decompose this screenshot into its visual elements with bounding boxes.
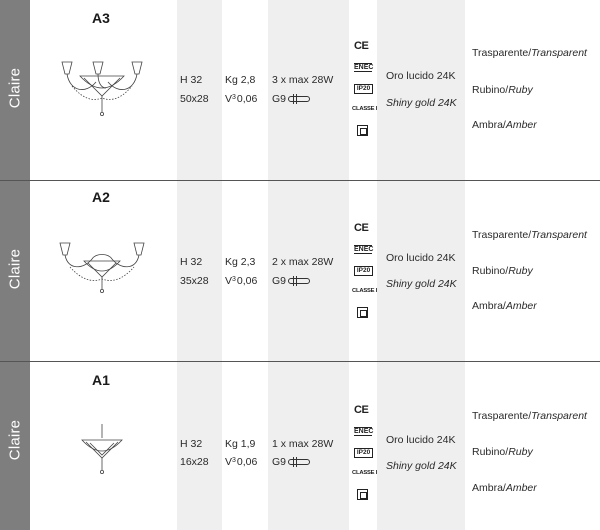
family-label: Claire	[6, 67, 24, 109]
finish-column-shade	[377, 0, 465, 181]
weight-value: Kg 2,8	[225, 74, 256, 86]
socket-value: G9	[272, 93, 310, 105]
power-value: 3 x max 28W	[272, 74, 334, 86]
volume-value: $V^30,06$	[225, 456, 258, 468]
weight-value: Kg 1,9	[225, 438, 256, 450]
color-transparent: Trasparente/Transparent	[472, 229, 587, 241]
color-ruby: Rubino/Ruby	[472, 446, 533, 458]
g9-bulb-icon	[288, 278, 310, 284]
color-amber: Ambra/Amber	[472, 300, 537, 312]
family-label: Claire	[6, 248, 24, 290]
height-value: H 32	[180, 74, 203, 86]
volume-value: $V^30,06$	[225, 93, 258, 105]
size-value: 35x28	[180, 275, 209, 287]
finish-italian: Oro lucido 24K	[386, 434, 456, 446]
class-rating: CLASSE I	[352, 470, 378, 476]
size-value: 50x28	[180, 93, 209, 105]
family-sidebar	[0, 181, 30, 362]
enec-mark: ENEC	[354, 246, 374, 253]
product-code: A2	[92, 189, 110, 205]
socket-value: G9	[272, 275, 310, 287]
family-label: Claire	[6, 419, 24, 461]
dimensions-column-shade	[177, 181, 222, 362]
ip-rating: IP20	[354, 448, 373, 458]
ip-rating: IP20	[354, 84, 373, 94]
color-amber: Ambra/Amber	[472, 119, 537, 131]
finish-italian: Oro lucido 24K	[386, 252, 456, 264]
double-square-icon	[357, 307, 368, 318]
product-section-a3	[0, 0, 600, 181]
size-value: 16x28	[180, 456, 209, 468]
power-column-shade	[268, 181, 349, 362]
product-code: A3	[92, 10, 110, 26]
color-ruby: Rubino/Ruby	[472, 84, 533, 96]
color-amber: Ambra/Amber	[472, 482, 537, 494]
dimensions-column-shade	[177, 0, 222, 181]
class-rating: CLASSE I	[352, 106, 378, 112]
height-value: H 32	[180, 438, 203, 450]
family-sidebar	[0, 362, 30, 530]
power-value: 1 x max 28W	[272, 438, 334, 450]
height-value: H 32	[180, 256, 203, 268]
double-square-icon	[357, 489, 368, 500]
ce-mark: CE	[354, 40, 369, 52]
product-section-a2	[0, 181, 600, 362]
finish-english: Shiny gold 24K	[386, 460, 457, 472]
ce-mark: CE	[354, 404, 369, 416]
volume-value: $V^30,06$	[225, 275, 258, 287]
enec-mark: ENEC	[354, 64, 374, 71]
weight-value: Kg 2,3	[225, 256, 256, 268]
finish-english: Shiny gold 24K	[386, 278, 457, 290]
family-sidebar	[0, 0, 30, 181]
power-column-shade	[268, 0, 349, 181]
product-code: A1	[92, 372, 110, 388]
g9-bulb-icon	[288, 459, 310, 465]
g9-bulb-icon	[288, 96, 310, 102]
three-arm-wall-lamp-icon	[52, 52, 152, 122]
product-section-a1	[0, 362, 600, 530]
finish-english: Shiny gold 24K	[386, 97, 457, 109]
socket-value: G9	[272, 456, 310, 468]
finish-italian: Oro lucido 24K	[386, 70, 456, 82]
color-ruby: Rubino/Ruby	[472, 265, 533, 277]
enec-mark: ENEC	[354, 428, 374, 435]
color-transparent: Trasparente/Transparent	[472, 410, 587, 422]
finish-column-shade	[377, 181, 465, 362]
color-transparent: Trasparente/Transparent	[472, 47, 587, 59]
ip-rating: IP20	[354, 266, 373, 276]
two-arm-wall-lamp-icon	[52, 237, 152, 297]
single-bowl-wall-lamp-icon	[72, 422, 132, 482]
ce-mark: CE	[354, 222, 369, 234]
class-rating: CLASSE I	[352, 288, 378, 294]
double-square-icon	[357, 125, 368, 136]
finish-column-shade	[377, 362, 465, 530]
power-value: 2 x max 28W	[272, 256, 334, 268]
